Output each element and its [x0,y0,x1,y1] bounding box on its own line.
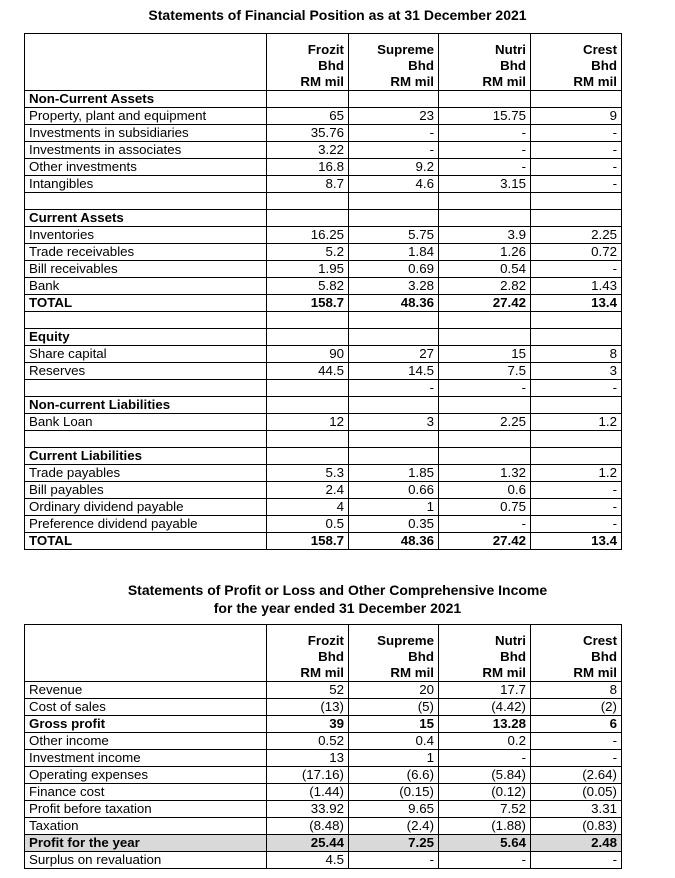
row-label: Investments in associates [25,142,267,159]
value-cell: 14.5 [349,363,439,380]
value-cell [439,210,531,227]
value-cell [531,431,622,448]
value-cell [439,91,531,108]
col-header-supreme: Supreme Bhd RM mil [349,34,439,91]
row-label: Share capital [25,346,267,363]
value-cell [349,210,439,227]
value-cell: (17.16) [267,767,349,784]
value-cell: 3.31 [531,801,622,818]
row-label: Equity [25,329,267,346]
row-label: Operating expenses [25,767,267,784]
table-row [25,818,622,835]
profit-or-loss-body [25,682,622,869]
financial-position-table [24,33,622,550]
value-cell [349,397,439,414]
value-cell: - [531,516,622,533]
table-row [25,159,622,176]
table-row [25,482,622,499]
value-cell: 8 [531,682,622,699]
value-cell: 8 [531,346,622,363]
row-label: Preference dividend payable [25,516,267,533]
table-row [25,750,622,767]
row-label: Revenue [25,682,267,699]
value-cell [267,329,349,346]
value-cell: - [531,750,622,767]
value-cell: (8.48) [267,818,349,835]
table-row [25,363,622,380]
value-cell: 15.75 [439,108,531,125]
table-row [25,499,622,516]
row-label: Finance cost [25,784,267,801]
value-cell: 12 [267,414,349,431]
spl-title-line1: Statements of Profit or Loss and Other Comprehensive Income [127,582,548,598]
value-cell: (6.6) [349,767,439,784]
table-row [25,465,622,482]
value-cell: 0.54 [439,261,531,278]
table-row [25,733,622,750]
value-cell: 3.28 [349,278,439,295]
section-header-row [25,448,622,465]
table-row [25,682,622,699]
value-cell: - [531,125,622,142]
row-label: Current Assets [25,210,267,227]
value-cell: 7.25 [349,835,439,852]
value-cell: 8.7 [267,176,349,193]
value-cell: 7.5 [439,363,531,380]
value-cell: 13.28 [439,716,531,733]
value-cell: - [349,380,439,397]
value-cell: 9.65 [349,801,439,818]
table-row [25,227,622,244]
value-cell: 2.25 [439,414,531,431]
col-header-frozit: Frozit Bhd RM mil [267,625,349,682]
value-cell: 5.64 [439,835,531,852]
table-row [25,346,622,363]
value-cell: 0.66 [349,482,439,499]
section-header-row [25,329,622,346]
value-cell: 0.4 [349,733,439,750]
value-cell: 4 [267,499,349,516]
value-cell: 3.15 [439,176,531,193]
value-cell [349,448,439,465]
value-cell [349,329,439,346]
value-cell: 1.2 [531,465,622,482]
value-cell [349,312,439,329]
value-cell: 9.2 [349,159,439,176]
value-cell [267,431,349,448]
value-cell: 6 [531,716,622,733]
value-cell: 2.25 [531,227,622,244]
value-cell [439,448,531,465]
value-cell: 0.6 [439,482,531,499]
header-blank-cell [25,625,267,682]
value-cell: (0.83) [531,818,622,835]
value-cell: (13) [267,699,349,716]
value-cell: 13 [267,750,349,767]
value-cell: 1.43 [531,278,622,295]
value-cell: 2.4 [267,482,349,499]
spacer-row [25,431,622,448]
table-row [25,108,622,125]
row-label: Cost of sales [25,699,267,716]
value-cell: 158.7 [267,295,349,312]
value-cell: 44.5 [267,363,349,380]
value-cell: 39 [267,716,349,733]
row-label: Investment income [25,750,267,767]
value-cell: 52 [267,682,349,699]
value-cell [531,448,622,465]
value-cell: - [439,142,531,159]
table-row [25,176,622,193]
value-cell [439,193,531,210]
row-label: Gross profit [25,716,267,733]
value-cell: 4.5 [267,852,349,869]
value-cell: (5) [349,699,439,716]
header-blank-cell [25,34,267,91]
value-cell: (2.4) [349,818,439,835]
value-cell: - [531,733,622,750]
value-cell: 3.9 [439,227,531,244]
row-label: Non-Current Assets [25,91,267,108]
value-cell: (4.42) [439,699,531,716]
value-cell: 27.42 [439,295,531,312]
value-cell: 2.82 [439,278,531,295]
value-cell: 5.82 [267,278,349,295]
value-cell: 0.72 [531,244,622,261]
table-row [25,278,622,295]
value-cell: 0.69 [349,261,439,278]
table-row [25,767,622,784]
row-label [25,193,267,210]
row-label: Investments in subsidiaries [25,125,267,142]
value-cell [531,397,622,414]
row-label: Taxation [25,818,267,835]
row-label: Trade receivables [25,244,267,261]
section-header-row [25,397,622,414]
table-row [25,142,622,159]
value-cell: - [531,380,622,397]
value-cell [267,210,349,227]
value-cell [439,397,531,414]
value-cell: - [439,750,531,767]
value-cell [267,448,349,465]
value-cell: - [531,142,622,159]
value-cell: (0.05) [531,784,622,801]
value-cell: 13.4 [531,295,622,312]
row-label [25,380,267,397]
value-cell: 1.85 [349,465,439,482]
value-cell: 1 [349,750,439,767]
col-header-nutri: Nutri Bhd RM mil [439,625,531,682]
total-row [25,295,622,312]
value-cell: 9 [531,108,622,125]
value-cell: (5.84) [439,767,531,784]
row-label: Bill payables [25,482,267,499]
financial-position-body [25,91,622,550]
sfp-title: Statements of Financial Position as at 31 December 2021 [148,7,527,23]
spl-title [0,581,675,617]
row-label: Bank [25,278,267,295]
value-cell: 27.42 [439,533,531,550]
value-cell: 27 [349,346,439,363]
table-row [25,699,622,716]
row-label: Surplus on revaluation [25,852,267,869]
table-row [25,801,622,818]
value-cell: - [349,852,439,869]
value-cell: - [531,176,622,193]
value-cell: 13.4 [531,533,622,550]
value-cell [267,380,349,397]
value-cell [349,431,439,448]
value-cell: 15 [439,346,531,363]
value-cell: 0.75 [439,499,531,516]
value-cell: 4.6 [349,176,439,193]
value-cell: 2.48 [531,835,622,852]
table-row [25,414,622,431]
value-cell: 1.32 [439,465,531,482]
value-cell: 3 [349,414,439,431]
profit-or-loss-table [24,624,622,869]
value-cell [531,312,622,329]
value-cell: 5.75 [349,227,439,244]
value-cell: 65 [267,108,349,125]
value-cell: 90 [267,346,349,363]
value-cell: - [349,142,439,159]
row-label: Non-current Liabilities [25,397,267,414]
value-cell: 0.35 [349,516,439,533]
value-cell: 33.92 [267,801,349,818]
value-cell: (0.12) [439,784,531,801]
value-cell: 0.52 [267,733,349,750]
value-cell [267,91,349,108]
value-cell [531,329,622,346]
table-row [25,835,622,852]
value-cell: - [439,380,531,397]
row-label: Other income [25,733,267,750]
row-label: Bill receivables [25,261,267,278]
value-cell: - [531,159,622,176]
value-cell: (0.15) [349,784,439,801]
table-row [25,716,622,733]
table-row [25,380,622,397]
value-cell: - [439,159,531,176]
value-cell: 25.44 [267,835,349,852]
value-cell: 17.7 [439,682,531,699]
section-header-row [25,210,622,227]
value-cell: 1.2 [531,414,622,431]
spacer-row [25,193,622,210]
table-row [25,516,622,533]
value-cell: - [531,852,622,869]
table-row [25,125,622,142]
spl-title-line2: for the year ended 31 December 2021 [213,600,462,616]
row-label: TOTAL [25,295,267,312]
row-label [25,312,267,329]
value-cell: 1.26 [439,244,531,261]
value-cell: 0.2 [439,733,531,750]
table-row [25,244,622,261]
total-row [25,533,622,550]
row-label [25,431,267,448]
table-row [25,852,622,869]
section-header-row [25,91,622,108]
table-row [25,784,622,801]
value-cell: 48.36 [349,533,439,550]
value-cell: - [439,516,531,533]
value-cell: 1.95 [267,261,349,278]
row-label: Other investments [25,159,267,176]
col-header-crest: Crest Bhd RM mil [531,34,622,91]
value-cell: 16.8 [267,159,349,176]
value-cell: (2) [531,699,622,716]
row-label: Profit for the year [25,835,267,852]
value-cell [439,431,531,448]
value-cell: (2.64) [531,767,622,784]
row-label: Reserves [25,363,267,380]
row-label: Intangibles [25,176,267,193]
value-cell [267,397,349,414]
value-cell: 3.22 [267,142,349,159]
value-cell: 15 [349,716,439,733]
value-cell [439,312,531,329]
value-cell: - [531,261,622,278]
value-cell: (1.88) [439,818,531,835]
value-cell [531,210,622,227]
row-label: Inventories [25,227,267,244]
value-cell [349,193,439,210]
value-cell [531,91,622,108]
value-cell [267,193,349,210]
row-label: Ordinary dividend payable [25,499,267,516]
value-cell: 1.84 [349,244,439,261]
value-cell: - [531,482,622,499]
value-cell: - [439,125,531,142]
value-cell: 48.36 [349,295,439,312]
col-header-nutri: Nutri Bhd RM mil [439,34,531,91]
row-label: TOTAL [25,533,267,550]
value-cell: 35.76 [267,125,349,142]
col-header-supreme: Supreme Bhd RM mil [349,625,439,682]
value-cell [349,91,439,108]
row-label: Bank Loan [25,414,267,431]
value-cell: 20 [349,682,439,699]
table-row [25,261,622,278]
value-cell [267,312,349,329]
value-cell: 3 [531,363,622,380]
value-cell: 1 [349,499,439,516]
col-header-crest: Crest Bhd RM mil [531,625,622,682]
value-cell [439,329,531,346]
value-cell: - [531,499,622,516]
row-label: Profit before taxation [25,801,267,818]
row-label: Trade payables [25,465,267,482]
value-cell: 5.3 [267,465,349,482]
value-cell: - [349,125,439,142]
value-cell: 158.7 [267,533,349,550]
row-label: Current Liabilities [25,448,267,465]
value-cell: 16.25 [267,227,349,244]
value-cell: - [439,852,531,869]
value-cell: (1.44) [267,784,349,801]
value-cell [531,193,622,210]
spacer-row [25,312,622,329]
row-label: Property, plant and equipment [25,108,267,125]
value-cell: 5.2 [267,244,349,261]
value-cell: 0.5 [267,516,349,533]
value-cell: 23 [349,108,439,125]
value-cell: 7.52 [439,801,531,818]
col-header-frozit: Frozit Bhd RM mil [267,34,349,91]
